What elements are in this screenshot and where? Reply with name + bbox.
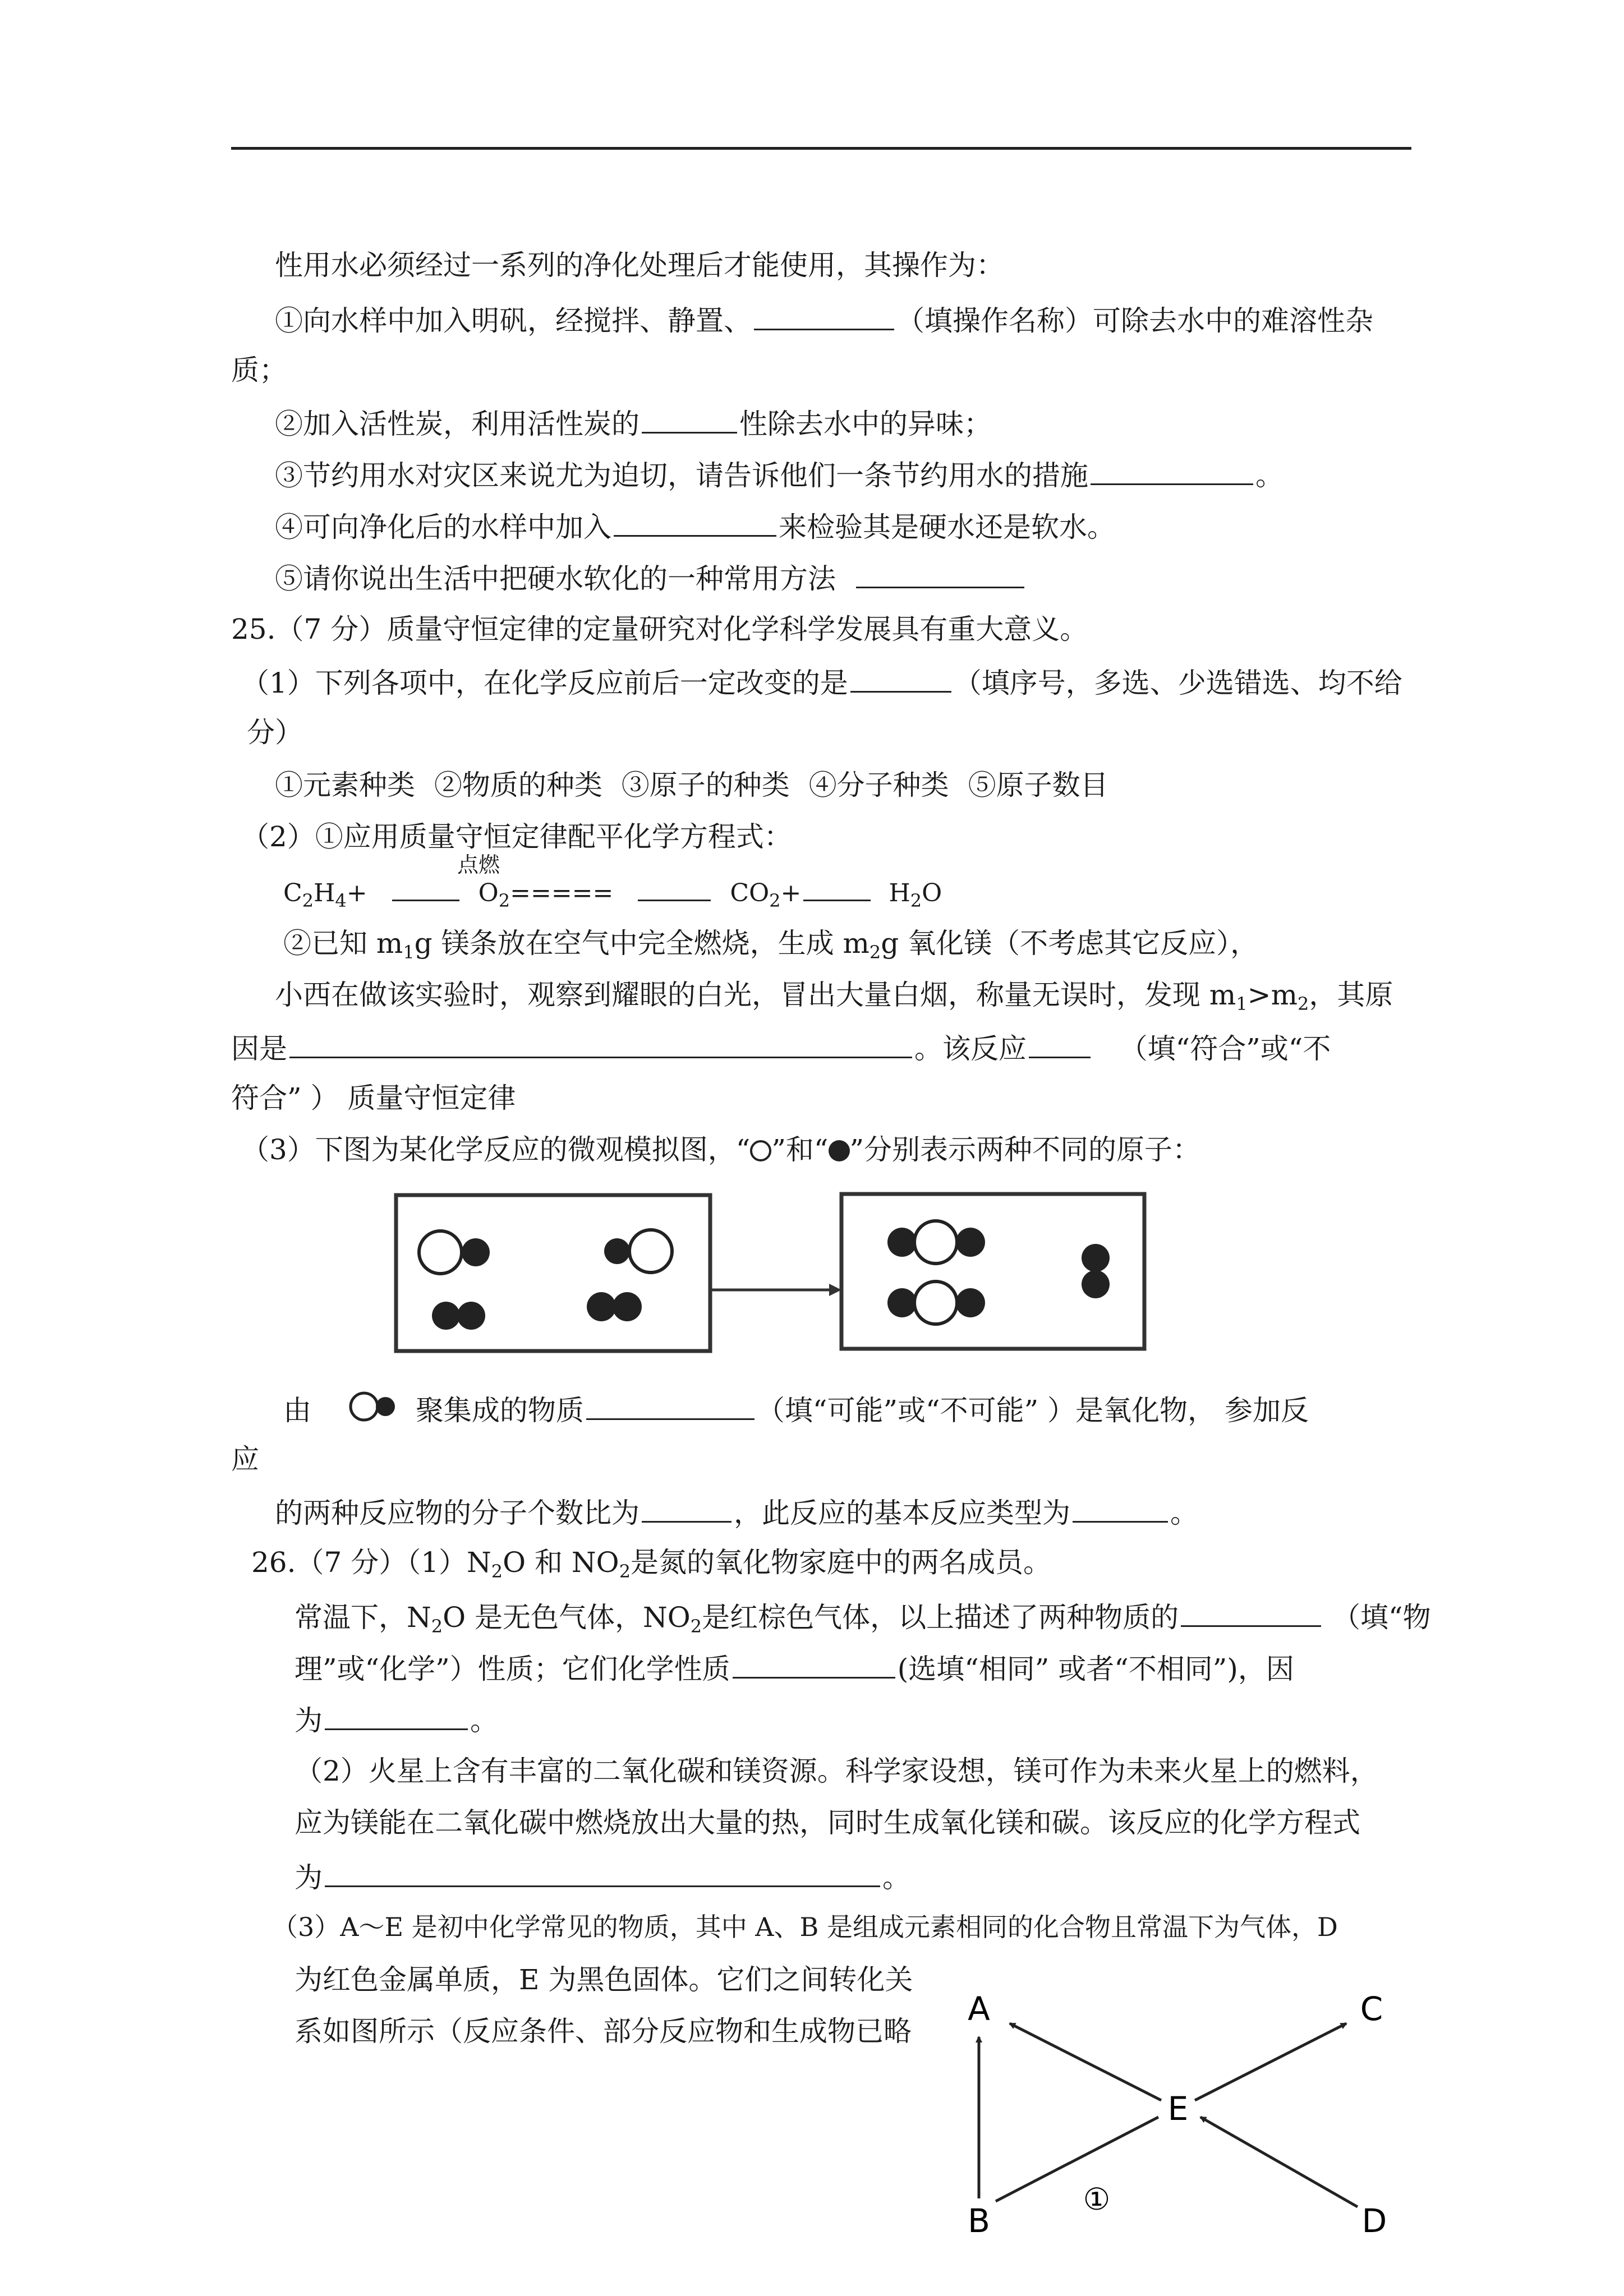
answer-blank[interactable] <box>754 302 894 330</box>
white-black-molecule-icon <box>348 1390 399 1423</box>
black-atom <box>587 1292 616 1321</box>
arrow-E-to-A <box>1010 2023 1161 2100</box>
black-atom <box>887 1288 917 1317</box>
answer-blank[interactable] <box>733 1650 895 1679</box>
black-atom <box>462 1238 490 1266</box>
answer-blank[interactable] <box>1091 457 1253 485</box>
black-atom <box>457 1302 485 1330</box>
black-atom <box>432 1302 460 1330</box>
answer-blank[interactable] <box>614 508 776 537</box>
q25-heading: 25.（7 分）质量守恒定律的定量研究对化学科学发展具有重大意义。 <box>231 613 1088 646</box>
node-D: D <box>1361 2202 1387 2240</box>
q26-part1-a: 常温下，$N_2O$ 是无色气体，$NO_2$是红棕色气体，以上描述了两种物质的 （填“物 <box>295 1598 1431 1634</box>
black-atom-icon <box>829 1140 850 1161</box>
answer-blank[interactable] <box>856 560 1024 588</box>
answer-blank[interactable] <box>586 1391 755 1420</box>
answer-blank[interactable] <box>1073 1494 1168 1523</box>
answer-blank[interactable] <box>642 405 737 434</box>
white-atom-icon <box>750 1140 771 1161</box>
white-atom <box>629 1230 672 1273</box>
q24-intro: 性用水必须经过一系列的净化处理后才能使用，其操作为： <box>275 249 1004 282</box>
q26-part1-c: 为 。 <box>295 1702 498 1737</box>
q26-part2-a: （2）火星上含有丰富的二氧化碳和镁资源。科学家设想，镁可作为未来火星上的燃料， <box>295 1755 1378 1787</box>
q24-item4: ④可向净化后的水样中加入 来检验其是硬水还是软水。 <box>275 508 1115 544</box>
black-atom <box>887 1228 917 1257</box>
q25-part1: （1）下列各项中，在化学反应前后一定改变的是 （填序号，多选、少选错选、均不给 <box>241 664 1402 700</box>
white-atom <box>914 1281 957 1324</box>
black-atom <box>956 1228 985 1257</box>
q25-part2: （2）①应用质量守恒定律配平化学方程式： <box>241 820 792 853</box>
q26-heading: 26.（7 分）$(1)N_2O$ 和 $NO_2$是氮的氧化物家庭中的两名成员。 <box>251 1546 1052 1582</box>
black-atom <box>613 1292 642 1321</box>
black-atom <box>604 1238 630 1264</box>
coefficient-blank[interactable] <box>638 873 711 901</box>
answer-blank[interactable] <box>289 1030 912 1058</box>
white-atom <box>914 1221 957 1264</box>
q24-item2: ②加入活性炭，利用活性炭的 性除去水中的异味； <box>275 405 992 441</box>
q25-part2-e: 符合” ） 质量守恒定律 <box>231 1082 516 1114</box>
answer-blank[interactable] <box>325 1702 468 1730</box>
coefficient-blank[interactable] <box>392 873 459 901</box>
q26-part3-b: 为红色金属单质，E 为黑色固体。它们之间转化关 <box>295 1963 913 1996</box>
q24-item1: ①向水样中加入明矾，经搅拌、静置、 （填操作名称）可除去水中的难溶性杂 <box>275 302 1373 338</box>
step-1-label: ① <box>1083 2182 1111 2217</box>
micro-reaction-diagram <box>393 1192 1156 1360</box>
node-C: C <box>1360 1990 1383 2028</box>
q25-part1-options: ①元素种类 ②物质的种类 ③原子的种类 ④分子种类 ⑤原子数目 <box>275 769 1108 801</box>
arrow-E-to-C <box>1195 2023 1346 2100</box>
q26-part3-a: （3）A～E 是初中化学常见的物质，其中 A、B 是组成元素相同的化合物且常温下为气体，D <box>272 1912 1338 1942</box>
balance-equation: $C_2H_4+ O_2===== CO_2+ H_2O$ <box>283 873 942 910</box>
q25-part2-b: ②已知 $m_1g$ 镁条放在空气中完全燃烧，生成 $m_2g$ 氧化镁（不考虑其它反应）， <box>283 927 1259 963</box>
q26-part2-c: 为 。 <box>295 1859 910 1894</box>
q25-part2-c: 小西在做该实验时，观察到耀眼的白光，冒出大量白烟，称量无误时，发现 $m_1>m_2$，其原 <box>275 979 1393 1015</box>
node-E: E <box>1167 2090 1189 2128</box>
answer-blank[interactable] <box>1181 1598 1321 1627</box>
line-B-to-E <box>996 2117 1158 2201</box>
q25-part3-d: 的两种反应物的分子个数比为 ，此反应的基本反应类型为 。 <box>275 1494 1198 1530</box>
answer-blank[interactable] <box>325 1859 880 1887</box>
q24-item5: ⑤请你说出生活中把硬水软化的一种常用方法 <box>275 560 1027 596</box>
node-B: B <box>968 2202 990 2240</box>
q26-part3-c: 系如图所示（反应条件、部分反应物和生成物已略 <box>295 2015 912 2048</box>
q26-part1-b: 理”或“化学”）性质；它们化学性质 (选填“相同” 或者“不相同”)，因 <box>295 1650 1294 1686</box>
node-A: A <box>968 1990 990 2028</box>
coefficient-blank[interactable] <box>803 873 871 901</box>
q25-part3-c: 应 <box>231 1443 259 1476</box>
white-atom <box>419 1231 462 1274</box>
q25-part2-d: 因是 。该反应 （填“符合”或“不 <box>231 1030 1331 1066</box>
q25-part3-b: 由 聚集成的物质 （填“可能”或“不可能” ）是氧化物， 参加反 <box>283 1390 1309 1427</box>
q26-part2-b: 应为镁能在二氧化碳中燃烧放出大量的热，同时生成氧化镁和碳。该反应的化学方程式 <box>295 1806 1360 1839</box>
black-atom <box>1082 1244 1110 1272</box>
black-atom <box>956 1288 985 1317</box>
q25-part1-cont: 分） <box>247 716 303 749</box>
black-atom <box>1082 1270 1110 1298</box>
transformation-diagram <box>954 1985 1402 2243</box>
answer-blank[interactable] <box>642 1494 732 1523</box>
answer-blank[interactable] <box>850 664 951 693</box>
q24-item3: ③节约用水对灾区来说尤为迫切，请告诉他们一条节约用水的措施 。 <box>275 457 1283 492</box>
arrow-D-to-E <box>1200 2117 1358 2207</box>
header-rule <box>231 147 1411 150</box>
answer-blank[interactable] <box>1029 1030 1091 1058</box>
q25-part3: （3）下图为某化学反应的微观模拟图，“ ”和“ ”分别表示两种不同的原子： <box>241 1133 1201 1166</box>
q24-item1-cont: 质； <box>231 354 287 386</box>
reaction-condition: 点燃 <box>457 852 500 877</box>
